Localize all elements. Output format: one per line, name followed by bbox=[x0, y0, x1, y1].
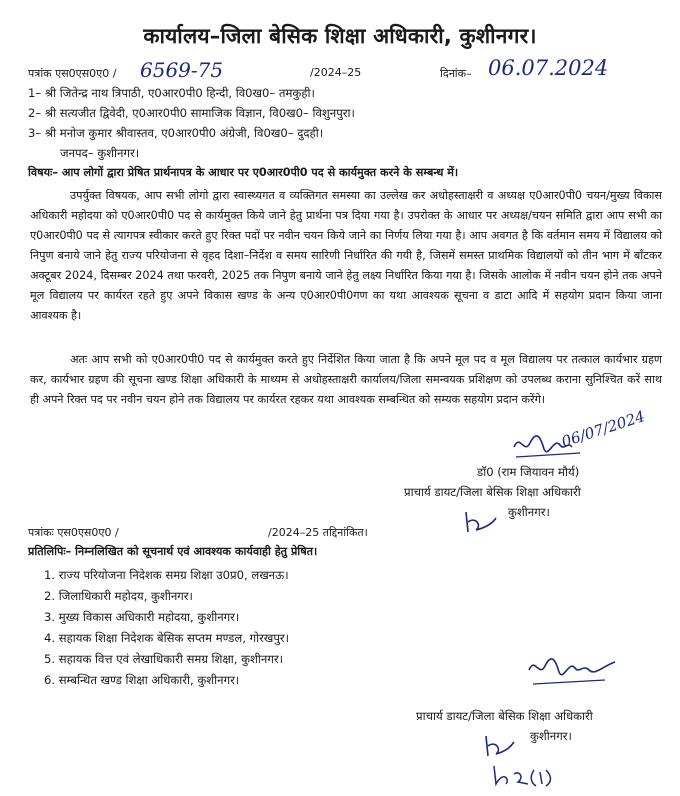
patrank-number-handwritten: 6569-75 bbox=[140, 58, 224, 82]
copy-item-2: 2. जिलाधिकारी महोदय, कुशीनगर। bbox=[44, 589, 193, 603]
copy-item-5: 5. सहायक वित्त एवं लेखाधिकारी समग्र शिक्षा, कुशीनगर। bbox=[44, 652, 284, 666]
recipient-1: 1– श्री जितेन्द्र नाथ त्रिपाठी, ए0आर0पी0 हिन्दी, वि0ख0– तमकुही। bbox=[28, 86, 315, 100]
subject-line: विषयः– आप लोगों द्वारा प्रेषित प्रार्थनापत्र के आधार पर ए0आर0पी0 पद से कार्यमुक्त करने के सम्बन्ध में। bbox=[28, 166, 459, 179]
patrank-year: /2024–25 bbox=[310, 66, 362, 79]
recipient-3: 3– श्री मनोज कुमार श्रीवास्तव, ए0आर0पी0 अंग्रेजी, वि0ख0– दुदही। bbox=[28, 126, 324, 140]
copy-item-1: 1. राज्य परियोजना निदेशक समग्र शिक्षा उ0प्र0, लखनऊ। bbox=[44, 568, 289, 582]
initials-scribble-2 bbox=[480, 730, 560, 792]
dinank-handwritten: 06.07.2024 bbox=[488, 56, 609, 80]
copy-item-4: 4. सहायक शिक्षा निदेशक बेसिक सप्तम मण्डल, गोरखपुर। bbox=[44, 631, 290, 645]
patrank-label: पत्रांक एस0एस0ए0 / bbox=[28, 67, 117, 80]
copy-patrank: पत्रांकः एस0एस0ए0 / bbox=[28, 526, 119, 539]
copy-heading: प्रतिलिपिः– निम्नलिखित को सूचनार्थ एवं आवश्यक कार्यवाही हेतु प्रेषित। bbox=[28, 545, 318, 558]
signature-scribble-2 bbox=[525, 650, 635, 695]
signatory-designation: प्राचार्य डायट/जिला बेसिक शिक्षा अधिकारी bbox=[404, 485, 581, 499]
copy-item-6: 6. सम्बन्धित खण्ड शिक्षा अधिकारी, कुशीनगर। bbox=[44, 673, 240, 687]
janpad-line: जनपद– कुशीनगर। bbox=[60, 146, 140, 160]
signatory-place: कुशीनगर। bbox=[508, 505, 550, 519]
signatory2-place: कुशीनगर। bbox=[530, 729, 572, 743]
signatory2-designation: प्राचार्य डायट/जिला बेसिक शिक्षा अधिकारी bbox=[416, 709, 593, 723]
signature-date-handwritten: 06/07/2024 bbox=[559, 407, 648, 451]
dinank-label: दिनांक– bbox=[440, 67, 472, 80]
initials-scribble-1 bbox=[462, 508, 502, 538]
copy-year: /2024–25 तद्दिनांकित। bbox=[268, 526, 368, 539]
office-title: कार्यालय–जिला बेसिक शिक्षा अधिकारी, कुशीनगर। bbox=[143, 24, 537, 48]
body-paragraph-1: उपर्युक्त विषयक, आप सभी लोगो द्वारा स्वास्थ्यगत व व्यक्तिगत समस्या का उल्लेख कर अधोहस्ताक्षरी व अध्यक्ष ए0आर0पी0 चयन/मुख्य विकास अधिकारी महोदया को ए0आर0पी0 पद से कार्यमुक्त किये जाने हेतु प्रार्थना पत्र दिया गया है। उपरोक्त के आधार पर अध्यक्ष/चयन समिति द्वारा आप सभी का ए0आर0पी0 पद से त्यागपत्र स्वीकार करते हुए रिक्त पदों पर नवीन चयन किये जाने का निर्णय लिया गया है। आप अवगत है कि वर्तमान समय में विद्यालय को निपुण बनाये जाने हेतु राज्य परियोजना से वृहद दिशा–निर्देश व समय सारिणी निर्धारित की गयी है, जिसमें समस्त प्राथमिक विद्यालयों को तीन भाग में बाँटकर अक्टूबर 2024, दिसम्बर 2024 तथा फरवरी, 2025 तक निपुण बनाये जाने हेतु लक्ष्य निर्धारित किया गया है। जिसके आलोक में नवीन चयन होने तक अपने मूल विद्यालय पर कार्यरत रहते हुए अपने विकास खण्ड के अन्य ए0आर0पी0गण का यथा आवश्यक सूचना व डाटा आदि में सहयोग प्रदान किया जाना आवश्यक है। bbox=[30, 189, 662, 322]
body-paragraph-2: अतः आप सभी को ए0आर0पी0 पद से कार्यमुक्त करते हुए निर्देशित किया जाता है कि अपने मूल पद व मूल विद्यालय पर तत्काल कार्यभार ग्रहण कर, कार्यभार ग्रहण की सूचना खण्ड शिक्षा अधिकारी के माध्यम से अधोहस्ताक्षरी कार्यालय/जिला समन्वयक प्रशिक्षण को उपलब्ध कराना सुनिश्चित करें साथ ही अपने रिक्त पद पर नवीन चयन होने तक विद्यालय पर कार्यरत रहकर यथा आवश्यक सम्बन्धित को सम्यक सहयोग प्रदान करेंगे। bbox=[30, 353, 662, 406]
copy-item-3: 3. मुख्य विकास अधिकारी महोदया, कुशीनगर। bbox=[44, 610, 240, 624]
signatory-name: डॉ0 (राम जियावन मौर्य) bbox=[477, 465, 580, 479]
recipient-2: 2– श्री सत्यजीत द्विवेदी, ए0आर0पी0 सामाजिक विज्ञान, वि0ख0– विशुनपुरा। bbox=[28, 106, 355, 120]
